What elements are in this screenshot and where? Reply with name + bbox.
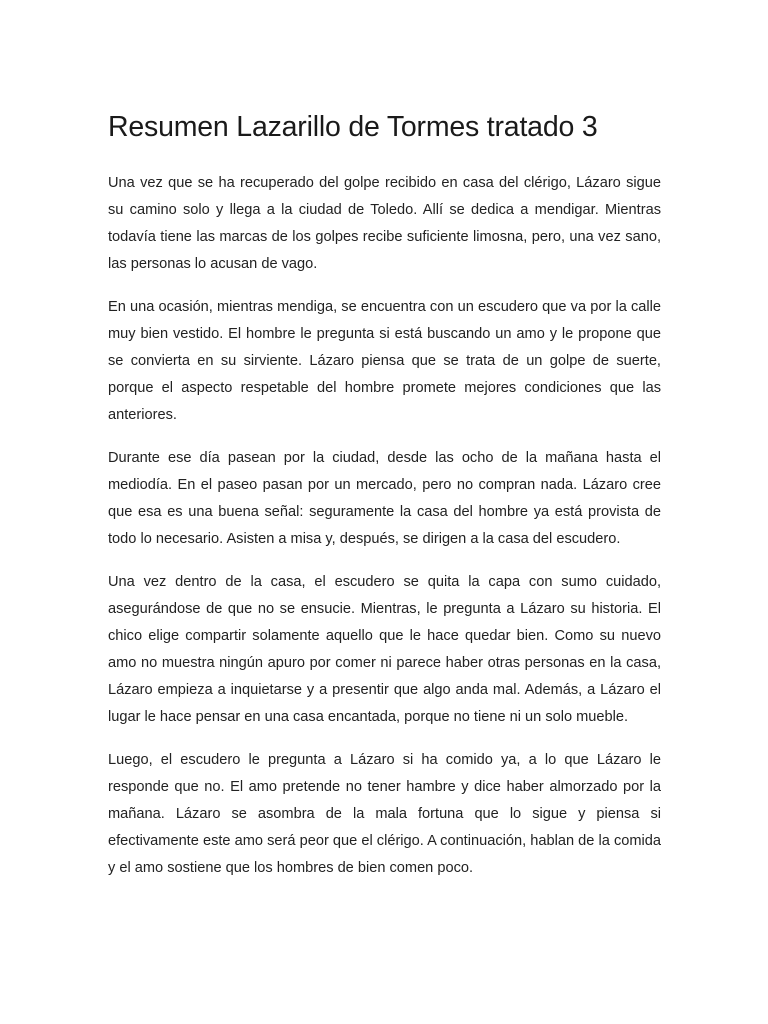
paragraph-3: Durante ese día pasean por la ciudad, desde las ocho de la mañana hasta el mediodía. En el paseo pasan por un mercado, pero no compran nada. Lázaro cree que esa es una buena señal: seguramente la casa del hombre ya está provista de todo lo necesario. Asisten a misa y, después, se dirigen a la casa del escudero. xyxy=(108,450,661,547)
paragraph-1: Una vez que se ha recuperado del golpe recibido en casa del clérigo, Lázaro sigue su camino solo y llega a la ciudad de Toledo. Allí se dedica a mendigar. Mientras todavía tiene las marcas de los golpes recibe suficiente limosna, pero, una vez sano, las personas lo acusan de vago. xyxy=(108,175,661,272)
paragraph-2: En una ocasión, mientras mendiga, se encuentra con un escudero que va por la calle muy bien vestido. El hombre le pregunta si está buscando un amo y le propone que se convierta en su sirviente. Lázaro piensa que se trata de un golpe de suerte, porque el aspecto respetable del hombre promete mejores condiciones que las anteriores. xyxy=(108,299,661,423)
document-title: Resumen Lazarillo de Tormes tratado 3 xyxy=(108,111,598,143)
document-page xyxy=(108,110,661,898)
paragraph-4: Una vez dentro de la casa, el escudero se quita la capa con sumo cuidado, asegurándose de que no se ensucie. Mientras, le pregunta a Lázaro su historia. El chico elige compartir solamente aquello que le hace quedar bien. Como su nuevo amo no muestra ningún apuro por comer ni parece haber otras personas en la casa, Lázaro empieza a inquietarse y a presentir que algo anda mal. Además, a Lázaro el lugar le hace pensar en una casa encantada, porque no tiene ni un solo mueble. xyxy=(108,574,661,725)
paragraph-5: Luego, el escudero le pregunta a Lázaro si ha comido ya, a lo que Lázaro le responde que no. El amo pretende no tener hambre y dice haber almorzado por la mañana. Lázaro se asombra de la mala fortuna que lo sigue y piensa si efectivamente este amo será peor que el clérigo. A continuación, hablan de la comida y el amo sostiene que los hombres de bien comen poco. xyxy=(108,752,661,876)
